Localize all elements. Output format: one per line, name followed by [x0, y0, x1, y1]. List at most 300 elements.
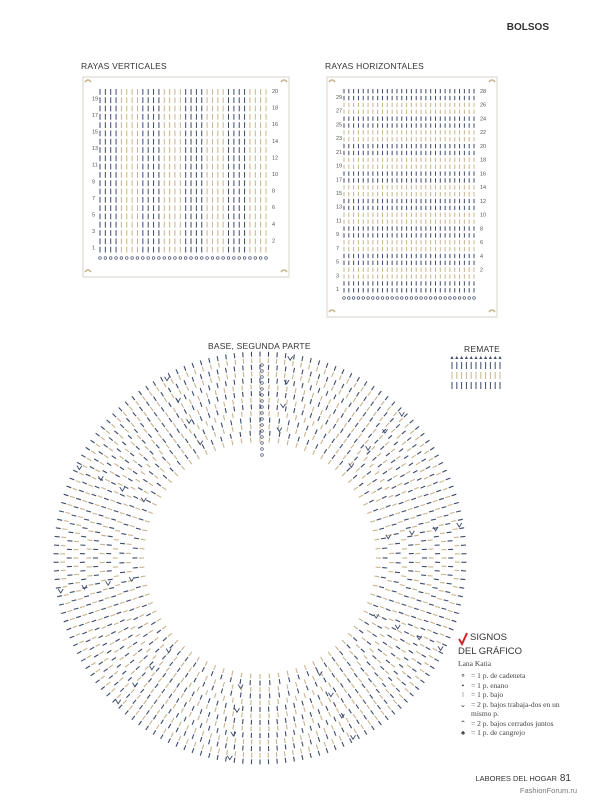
stitch-mark — [313, 450, 315, 454]
stitch-mark — [189, 460, 192, 464]
stitch-mark — [107, 650, 111, 653]
stitch-mark — [217, 715, 218, 720]
stitch-mark — [184, 688, 187, 692]
stitch-mark — [419, 523, 424, 524]
stitch-mark — [96, 644, 100, 646]
chain-mark — [415, 297, 418, 300]
stitch-mark — [405, 614, 410, 616]
stitch-mark — [186, 739, 188, 744]
stitch-mark — [377, 705, 380, 709]
stitch-mark — [95, 628, 100, 630]
stitch-mark — [279, 679, 280, 684]
stitch-mark — [402, 682, 406, 685]
chain-mark — [136, 257, 139, 260]
stitch-mark — [333, 424, 336, 428]
stitch-mark — [401, 623, 406, 625]
stitch-mark — [82, 500, 87, 502]
stitch-mark — [361, 464, 365, 467]
stitch-mark — [378, 721, 381, 725]
stitch-mark — [158, 694, 161, 698]
stitch-mark — [279, 432, 280, 437]
stitch-mark — [173, 689, 176, 693]
stitch-mark — [346, 394, 348, 398]
stitch-mark — [340, 444, 343, 448]
stitch-mark — [156, 668, 159, 672]
stitch-mark — [206, 407, 208, 412]
stitch-mark — [177, 413, 180, 417]
horizontal-stripes-chart — [324, 74, 500, 320]
stitch-mark — [114, 540, 119, 541]
stitch-mark — [416, 651, 420, 654]
stitch-mark — [391, 653, 395, 656]
stitch-mark — [225, 730, 226, 735]
stitch-mark — [402, 671, 406, 674]
stitch-mark — [339, 390, 341, 395]
stitch-mark — [321, 687, 323, 692]
stitch-mark — [405, 500, 410, 502]
crab-stitch-mark — [498, 356, 501, 359]
stitch-mark — [326, 420, 328, 425]
stitch-mark — [359, 694, 362, 698]
stitch-mark — [226, 368, 227, 373]
stitch-mark — [169, 403, 172, 407]
corner-mark — [85, 270, 91, 272]
stitch-mark — [107, 508, 112, 510]
increase-mark — [106, 581, 111, 585]
stitch-mark — [381, 577, 386, 578]
stitch-mark — [120, 467, 124, 470]
stitch-mark — [159, 662, 162, 666]
stitch-mark — [361, 445, 364, 449]
chain-mark — [238, 257, 241, 260]
stitch-mark — [189, 683, 192, 687]
stitch-mark — [197, 657, 200, 661]
corner-mark — [85, 80, 91, 82]
stitch-mark — [185, 673, 188, 677]
legend-symbol-icon: ǀ — [462, 690, 464, 699]
stitch-mark — [347, 379, 349, 384]
stitch-mark — [130, 526, 135, 527]
stitch-mark — [192, 377, 194, 382]
legend-item — [458, 690, 578, 700]
stitch-mark — [354, 383, 356, 387]
stitch-mark — [90, 466, 94, 468]
stitch-mark — [295, 388, 296, 393]
stitch-mark — [363, 700, 366, 704]
stitch-mark — [230, 434, 231, 439]
legend-text: = 1 p. de cangrejo — [471, 728, 526, 737]
stitch-mark — [225, 395, 226, 400]
stitch-mark — [210, 378, 211, 383]
increase-mark — [165, 377, 170, 381]
legend-symbol-icon: • — [461, 680, 465, 690]
stitch-mark — [410, 517, 415, 518]
stitch-mark — [126, 600, 131, 602]
stitch-mark — [83, 648, 87, 650]
stitch-mark — [393, 700, 396, 704]
stitch-mark — [340, 668, 343, 672]
stitch-mark — [312, 407, 314, 412]
row-number: 13 — [92, 146, 99, 153]
stitch-mark — [108, 579, 113, 580]
stitch-mark — [101, 437, 105, 440]
stitch-mark — [158, 434, 161, 438]
stitch-mark — [310, 712, 312, 717]
corner-mark — [329, 80, 335, 82]
stitch-mark — [82, 614, 87, 616]
stitch-mark — [162, 487, 166, 490]
stitch-mark — [302, 701, 303, 706]
stitch-mark — [304, 390, 305, 395]
stitch-mark — [385, 671, 389, 674]
stitch-mark — [407, 448, 411, 451]
stitch-mark — [125, 429, 129, 432]
chain-mark — [261, 412, 264, 415]
stitch-mark — [241, 425, 242, 430]
stitch-mark — [312, 718, 314, 723]
stitch-mark — [115, 475, 119, 478]
stitch-mark — [107, 606, 112, 608]
stitch-mark — [310, 740, 311, 745]
stitch-mark — [215, 707, 216, 712]
stitch-mark — [295, 709, 296, 714]
stitch-mark — [396, 467, 400, 470]
row-number: 26 — [480, 102, 487, 109]
stitch-mark — [150, 705, 153, 709]
legend-symbol-icon: ⌃ — [459, 718, 467, 728]
stitch-mark — [166, 699, 169, 703]
legend-item — [458, 700, 578, 719]
stitch-mark — [70, 496, 75, 498]
stitch-mark — [294, 395, 295, 400]
stitch-mark — [411, 498, 416, 500]
stitch-mark — [436, 490, 441, 492]
stitch-mark — [433, 465, 437, 467]
stitch-mark — [328, 652, 331, 656]
stitch-mark — [144, 491, 148, 494]
stitch-mark — [155, 649, 159, 652]
stitch-mark — [142, 530, 147, 531]
row-number: 18 — [480, 157, 487, 164]
stitch-mark — [408, 545, 413, 546]
stitch-mark — [85, 492, 90, 494]
stitch-mark — [117, 694, 121, 698]
stitch-mark — [370, 464, 374, 467]
stitch-mark — [162, 457, 165, 461]
stitch-mark — [166, 445, 169, 449]
stitch-mark — [433, 482, 438, 484]
stitch-mark — [206, 704, 208, 709]
chart-title-remate: REMATE — [464, 344, 500, 354]
stitch-mark — [348, 479, 352, 482]
stitch-mark — [170, 662, 173, 666]
stitch-mark — [67, 628, 72, 630]
stitch-mark — [137, 435, 141, 439]
stitch-mark — [294, 717, 295, 722]
stitch-mark — [453, 587, 458, 588]
stitch-mark — [149, 642, 153, 645]
stitch-mark — [364, 397, 367, 401]
stitch-mark — [68, 504, 73, 505]
stitch-mark — [417, 662, 421, 665]
stitch-mark — [166, 668, 169, 672]
increase-mark — [366, 446, 371, 450]
stitch-mark — [286, 725, 287, 730]
stitch-mark — [162, 689, 165, 693]
stitch-mark — [288, 420, 289, 425]
stitch-mark — [197, 425, 199, 430]
stitch-mark — [442, 644, 447, 646]
stitch-mark — [179, 722, 181, 727]
stitch-mark — [153, 730, 156, 734]
stitch-mark — [395, 494, 400, 496]
stitch-mark — [313, 436, 315, 441]
stitch-mark — [242, 412, 243, 417]
stitch-mark — [370, 418, 373, 422]
stitch-mark — [209, 358, 210, 363]
stitch-mark — [324, 742, 326, 747]
stitch-mark — [136, 528, 141, 529]
stitch-mark — [145, 594, 150, 596]
stitch-mark — [192, 420, 194, 425]
stitch-mark — [440, 582, 445, 583]
stitch-mark — [139, 596, 144, 598]
stitch-mark — [420, 680, 424, 683]
stitch-mark — [341, 683, 344, 687]
stitch-mark — [316, 667, 318, 672]
stitch-mark — [192, 734, 194, 739]
stitch-mark — [82, 632, 87, 634]
stitch-mark — [143, 396, 146, 400]
stitch-mark — [409, 650, 413, 653]
stitch-mark — [342, 728, 344, 733]
stitch-mark — [373, 479, 377, 482]
stitch-mark — [430, 622, 435, 624]
stitch-mark — [200, 388, 202, 393]
stitch-mark — [342, 742, 344, 747]
stitch-mark — [125, 684, 129, 687]
chain-mark — [261, 406, 264, 409]
stitch-mark — [404, 456, 408, 459]
stitch-mark — [84, 519, 89, 520]
stitch-mark — [307, 440, 309, 445]
stitch-mark — [173, 408, 176, 412]
stitch-mark — [146, 386, 149, 390]
stitch-mark — [174, 640, 178, 644]
stitch-mark — [149, 392, 152, 396]
stitch-mark — [227, 361, 228, 366]
watermark: FashionForum.ru — [519, 786, 577, 795]
stitch-mark — [157, 495, 161, 498]
stitch-mark — [367, 483, 371, 486]
increase-mark — [116, 700, 121, 704]
stitch-mark — [141, 539, 146, 540]
increase-mark — [227, 756, 232, 760]
stitch-mark — [123, 412, 126, 416]
stitch-mark — [434, 579, 439, 580]
stitch-mark — [70, 592, 75, 593]
stitch-mark — [120, 646, 124, 649]
stitch-mark — [304, 721, 305, 726]
stitch-mark — [170, 645, 174, 649]
row-number: 20 — [480, 143, 487, 150]
stitch-mark — [154, 397, 157, 401]
stitch-mark — [209, 385, 210, 390]
stitch-mark — [208, 712, 210, 717]
chain-mark — [227, 257, 230, 260]
stitch-mark — [128, 635, 132, 638]
stitch-mark — [128, 467, 132, 470]
stitch-mark — [451, 595, 456, 596]
stitch-mark — [420, 433, 424, 436]
stitch-mark — [420, 669, 424, 672]
stitch-mark — [301, 363, 302, 368]
stitch-mark — [358, 434, 361, 438]
stitch-mark — [79, 641, 84, 643]
stitch-mark — [70, 636, 75, 638]
stitch-mark — [398, 631, 402, 633]
stitch-mark — [436, 473, 441, 475]
stitch-mark — [370, 594, 375, 596]
stitch-mark — [210, 747, 211, 752]
stitch-mark — [215, 390, 216, 395]
stitch-mark — [136, 606, 141, 608]
stitch-mark — [402, 442, 406, 445]
stitch-mark — [410, 682, 414, 685]
stitch-mark — [344, 408, 347, 412]
stitch-mark — [359, 418, 362, 422]
stitch-mark — [166, 684, 169, 688]
stitch-mark — [361, 387, 364, 391]
stitch-mark — [171, 733, 173, 738]
stitch-mark — [128, 677, 132, 680]
stitch-mark — [364, 381, 367, 385]
stitch-mark — [136, 711, 139, 715]
stitch-mark — [375, 673, 379, 677]
stitch-mark — [75, 582, 80, 583]
stitch-mark — [433, 648, 437, 650]
stitch-mark — [354, 487, 358, 490]
stitch-mark — [456, 511, 461, 512]
stitch-mark — [139, 453, 143, 456]
stitch-mark — [55, 579, 60, 580]
stitch-mark — [121, 534, 126, 535]
stitch-mark — [380, 695, 383, 699]
chain-mark — [400, 297, 403, 300]
stitch-mark — [181, 678, 184, 682]
stitch-mark — [395, 602, 400, 604]
stitch-mark — [210, 733, 211, 738]
stitch-mark — [419, 592, 424, 593]
stitch-mark — [354, 656, 357, 660]
stitch-mark — [144, 429, 147, 433]
stitch-mark — [407, 675, 411, 678]
increase-mark — [438, 646, 443, 650]
stitch-mark — [349, 388, 351, 392]
stitch-mark — [79, 490, 84, 492]
stitch-mark — [359, 619, 363, 622]
stitch-mark — [399, 612, 404, 614]
stitch-mark — [387, 706, 390, 710]
stitch-mark — [104, 455, 108, 458]
stitch-mark — [176, 742, 178, 747]
stitch-mark — [144, 656, 148, 659]
chain-mark — [376, 297, 379, 300]
stitch-mark — [128, 646, 132, 649]
stitch-mark — [130, 505, 135, 507]
row-number: 9 — [336, 232, 340, 239]
chain-mark — [265, 257, 268, 260]
stitch-mark — [76, 481, 81, 483]
stitch-mark — [179, 736, 181, 741]
stitch-mark — [378, 626, 382, 629]
stitch-mark — [101, 676, 105, 679]
stitch-mark — [406, 642, 410, 645]
stitch-mark — [294, 355, 295, 360]
stitch-mark — [98, 618, 103, 620]
stitch-mark — [334, 409, 336, 414]
stitch-mark — [440, 533, 445, 534]
stitch-mark — [198, 410, 200, 415]
stitch-mark — [318, 402, 320, 407]
stitch-mark — [233, 725, 234, 730]
stitch-mark — [390, 694, 394, 698]
stitch-mark — [232, 671, 233, 676]
stitch-mark — [125, 664, 129, 667]
row-number: 18 — [272, 105, 279, 112]
stitch-mark — [329, 414, 331, 419]
chain-mark — [410, 297, 413, 300]
stitch-mark — [425, 440, 429, 443]
stitch-mark — [287, 711, 288, 716]
stitch-mark — [173, 704, 176, 708]
stitch-mark — [89, 584, 94, 585]
stitch-mark — [81, 579, 86, 580]
stitch-mark — [294, 703, 295, 708]
stitch-mark — [181, 646, 184, 650]
stitch-mark — [224, 709, 225, 714]
stitch-mark — [302, 410, 303, 415]
stitch-mark — [149, 720, 152, 724]
stitch-mark — [287, 698, 288, 703]
stitch-mark — [347, 468, 351, 472]
stitch-mark — [189, 399, 191, 404]
stitch-mark — [334, 702, 336, 707]
stitch-mark — [365, 491, 369, 494]
stitch-mark — [310, 698, 312, 703]
stitch-mark — [127, 619, 132, 621]
stitch-mark — [298, 437, 300, 442]
stitch-mark — [94, 655, 98, 658]
stitch-mark — [162, 656, 165, 660]
stitch-mark — [131, 442, 135, 445]
stitch-mark — [117, 593, 122, 594]
stitch-mark — [117, 418, 121, 422]
stitch-mark — [164, 398, 167, 402]
increase-mark — [141, 498, 146, 502]
stitch-mark — [332, 439, 335, 443]
stitch-mark — [56, 528, 61, 529]
stitch-mark — [388, 572, 393, 573]
stitch-mark — [163, 673, 166, 677]
stitch-mark — [423, 513, 428, 514]
stitch-mark — [277, 405, 278, 410]
stitch-mark — [372, 491, 376, 494]
stitch-mark — [154, 700, 157, 704]
stitch-mark — [371, 402, 374, 406]
stitch-mark — [295, 415, 296, 420]
stitch-mark — [127, 544, 132, 545]
